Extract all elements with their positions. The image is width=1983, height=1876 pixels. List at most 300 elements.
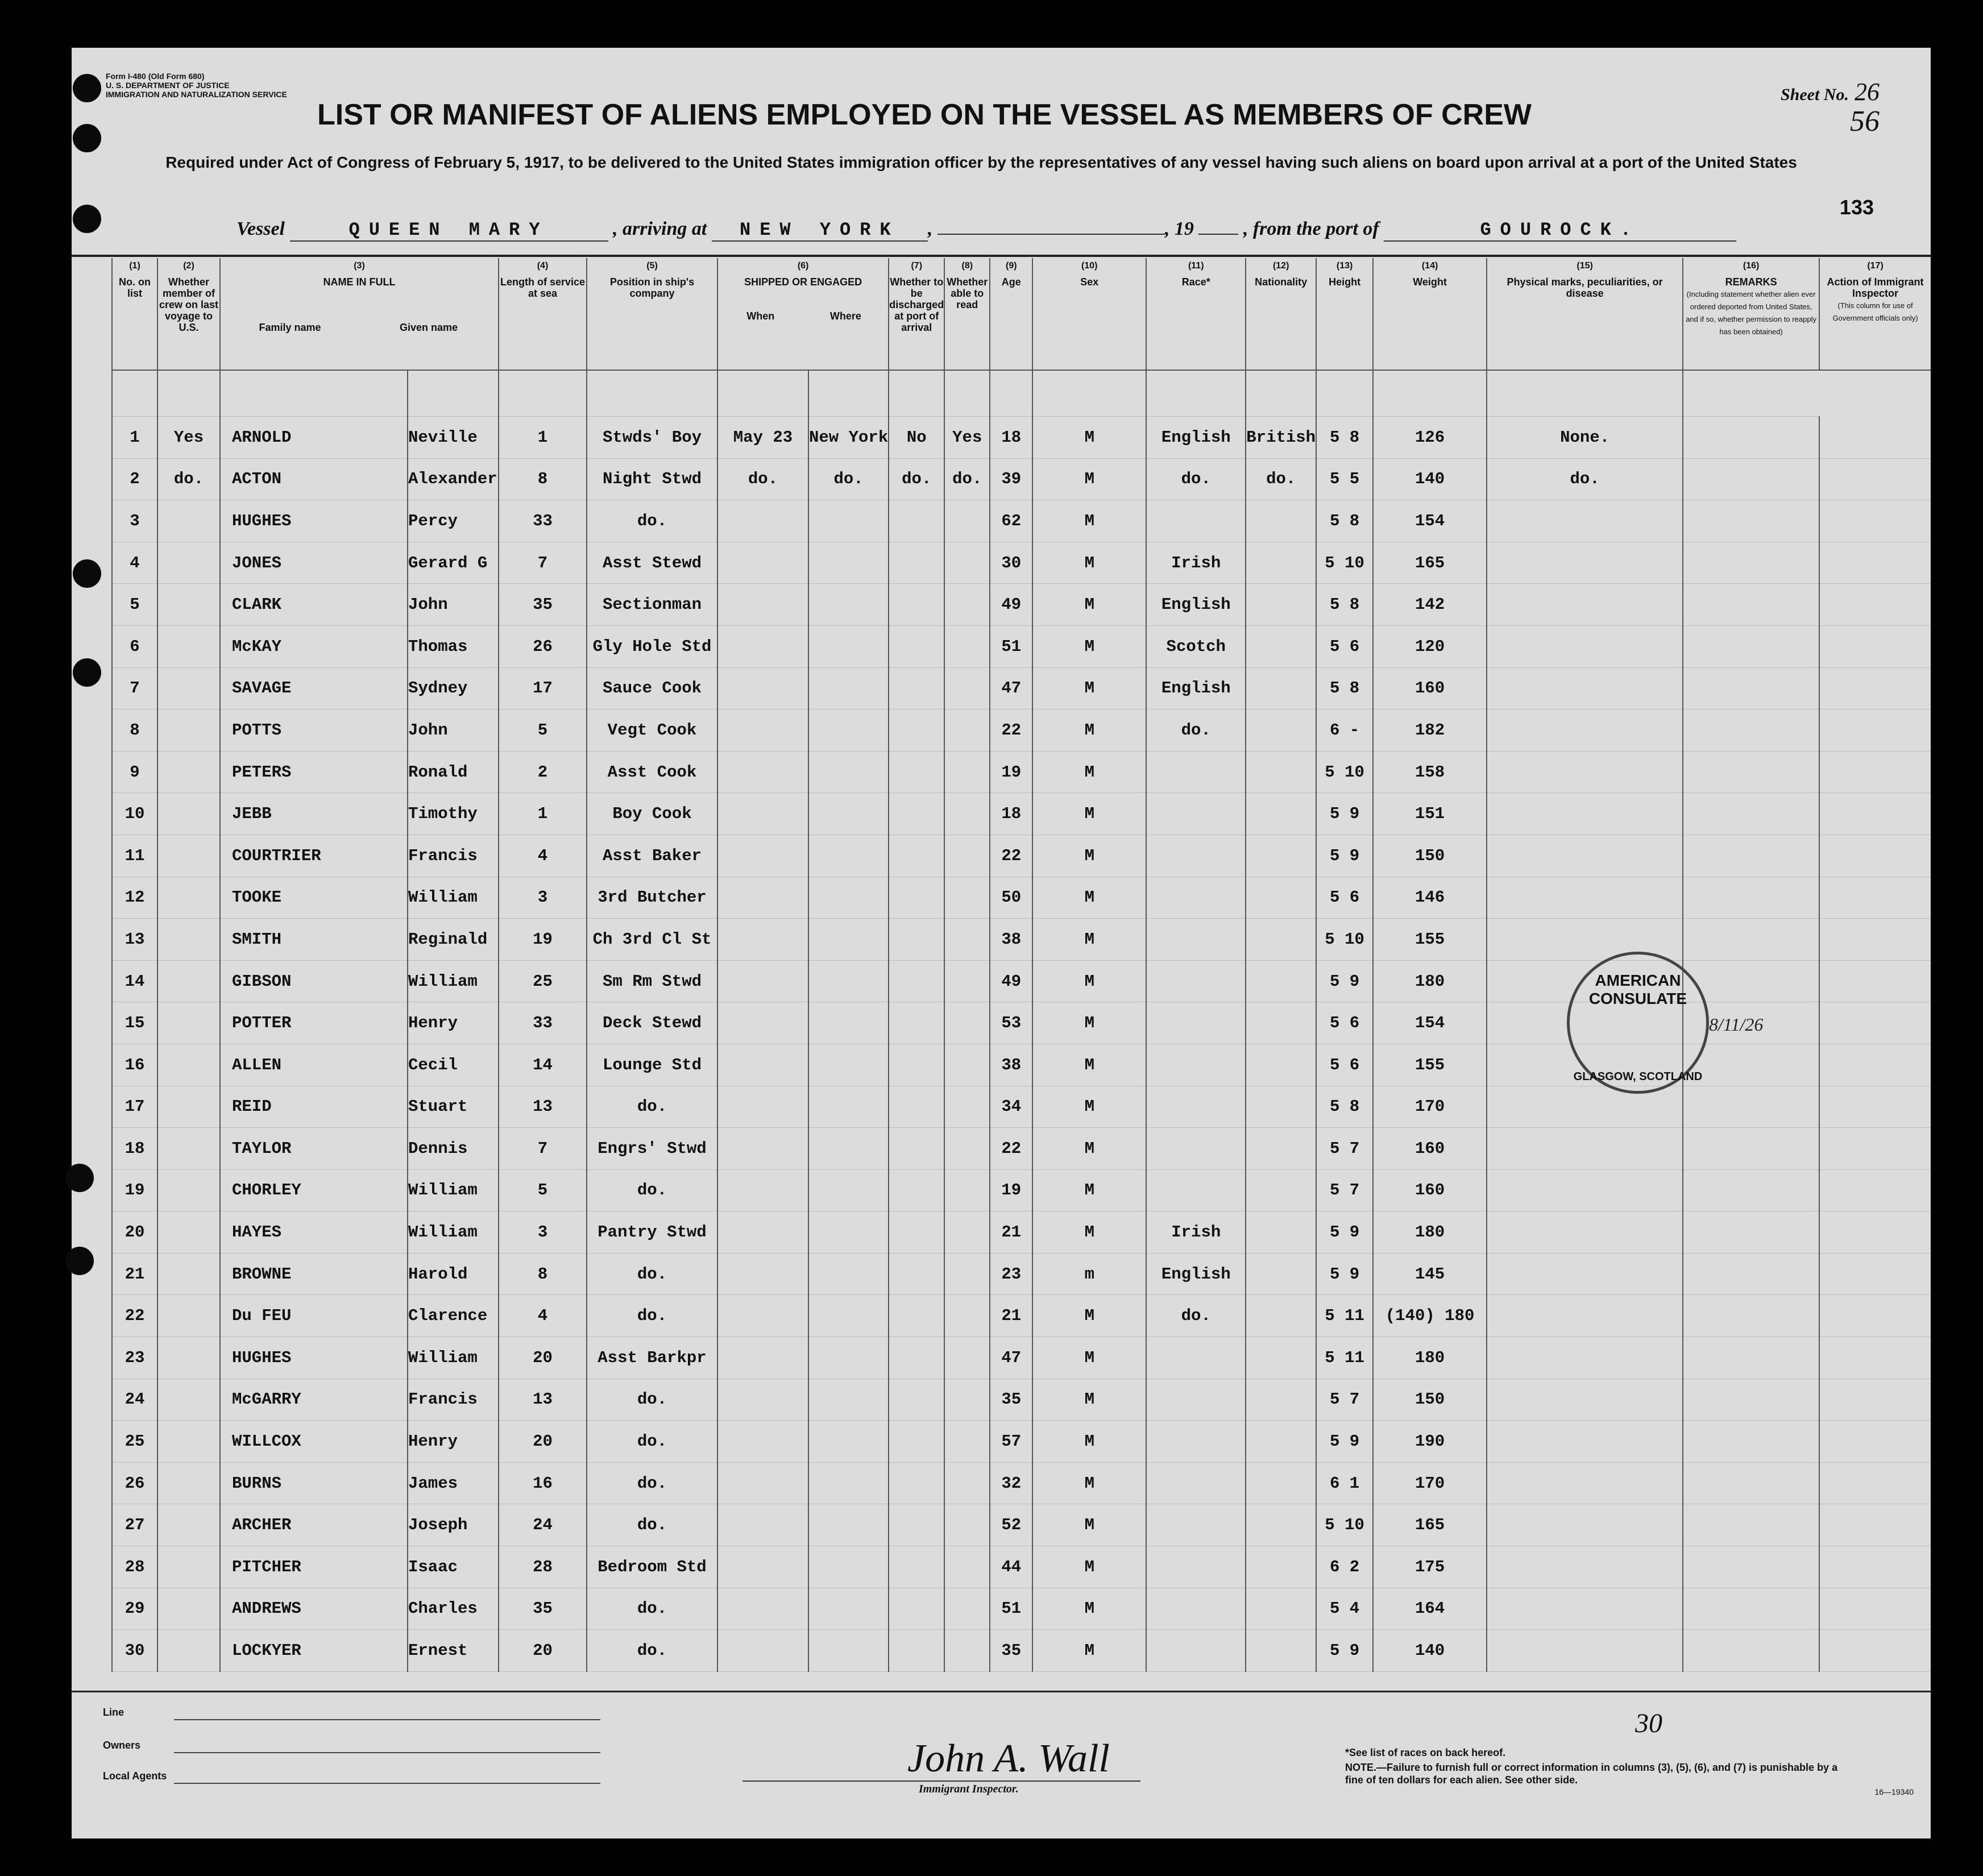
sex: M — [1032, 1086, 1146, 1128]
given-name: William — [408, 1337, 499, 1379]
shipped-where — [808, 1421, 889, 1463]
race: Irish — [1146, 1211, 1246, 1254]
sex: M — [1032, 1462, 1146, 1504]
year-blank — [1198, 234, 1238, 235]
race: English — [1146, 584, 1246, 626]
table-row — [112, 500, 1931, 542]
consulate-stamp: AMERICAN CONSULATE GLASGOW, SCOTLAND — [1567, 952, 1709, 1094]
discharged — [889, 1421, 944, 1463]
physical-marks — [1487, 877, 1683, 919]
family-name: JONES — [220, 542, 408, 584]
length-of-service: 33 — [499, 1002, 587, 1044]
position: Pantry Stwd — [587, 1211, 717, 1254]
crew-last-voyage — [157, 1253, 220, 1295]
inspector-action-cell — [1819, 1295, 1931, 1337]
able-to-read — [944, 1211, 990, 1254]
weight: 155 — [1373, 1044, 1487, 1086]
shipped-when — [717, 919, 808, 961]
sex: M — [1032, 1337, 1146, 1379]
nationality — [1246, 1044, 1316, 1086]
family-name: ARNOLD — [220, 417, 408, 459]
age: 38 — [990, 1044, 1032, 1086]
length-of-service: 1 — [499, 417, 587, 459]
arriving-at: NEW YORK — [712, 219, 928, 242]
length-of-service: 16 — [499, 1462, 587, 1504]
handwritten-date: 8/11/26 — [1709, 1014, 1764, 1035]
height: 5 9 — [1316, 1211, 1373, 1254]
shipped-when — [717, 667, 808, 709]
local-agents-label: Local Agents — [103, 1770, 167, 1782]
punch-hole — [73, 559, 101, 588]
table-row — [112, 584, 1931, 626]
height: 5 6 — [1316, 1044, 1373, 1086]
height: 5 8 — [1316, 1086, 1373, 1128]
race — [1146, 793, 1246, 835]
race — [1146, 1379, 1246, 1421]
shipped-where — [808, 1462, 889, 1504]
physical-marks: None. — [1487, 417, 1683, 459]
race — [1146, 1044, 1246, 1086]
punch-hole — [65, 1164, 94, 1192]
remarks-cell — [1683, 1546, 1819, 1588]
table-row — [112, 1211, 1931, 1254]
family-name: PETERS — [220, 751, 408, 793]
crew-last-voyage — [157, 793, 220, 835]
weight: 150 — [1373, 1379, 1487, 1421]
given-name: John — [408, 709, 499, 752]
remarks-cell — [1683, 1379, 1819, 1421]
inspector-action-cell — [1819, 1128, 1931, 1170]
sex: M — [1032, 1421, 1146, 1463]
shipped-where — [808, 1128, 889, 1170]
inspector-action-cell — [1819, 709, 1931, 752]
row-number: 17 — [112, 1086, 157, 1128]
crew-last-voyage — [157, 1504, 220, 1546]
sex: m — [1032, 1253, 1146, 1295]
remarks-cell — [1683, 835, 1819, 877]
nationality — [1246, 1462, 1316, 1504]
col-crew-last-voyage: (2) Whether member of crew on last voyage to U.S. — [157, 258, 220, 370]
able-to-read — [944, 1169, 990, 1211]
age: 34 — [990, 1086, 1032, 1128]
able-to-read — [944, 500, 990, 542]
race — [1146, 1128, 1246, 1170]
nationality — [1246, 960, 1316, 1002]
manifest-subtitle: Required under Act of Congress of February 5, 1917, to be delivered to the United States immigration officer by the representatives of any vessel having such aliens on board upon arrival at a port of the United States — [165, 153, 1797, 171]
shipped-when — [717, 1421, 808, 1463]
given-name: Alexander — [408, 458, 499, 500]
table-row — [112, 835, 1931, 877]
position: 3rd Butcher — [587, 877, 717, 919]
table-row — [112, 625, 1931, 667]
weight: 180 — [1373, 960, 1487, 1002]
physical-marks: do. — [1487, 458, 1683, 500]
inspector-action-cell — [1819, 877, 1931, 919]
physical-marks — [1487, 1169, 1683, 1211]
age: 22 — [990, 835, 1032, 877]
shipped-when — [717, 1337, 808, 1379]
position: Boy Cook — [587, 793, 717, 835]
age: 30 — [990, 542, 1032, 584]
sex: M — [1032, 1044, 1146, 1086]
nationality: do. — [1246, 458, 1316, 500]
weight: 126 — [1373, 417, 1487, 459]
given-name: Isaac — [408, 1546, 499, 1588]
remarks-cell — [1683, 542, 1819, 584]
physical-marks — [1487, 1379, 1683, 1421]
given-name: Cecil — [408, 1044, 499, 1086]
shipped-where — [808, 500, 889, 542]
row-number: 10 — [112, 793, 157, 835]
shipped-when — [717, 709, 808, 752]
nationality — [1246, 500, 1316, 542]
shipped-where — [808, 1504, 889, 1546]
physical-marks — [1487, 1588, 1683, 1630]
discharged — [889, 1295, 944, 1337]
shipped-when — [717, 1044, 808, 1086]
position: do. — [587, 1086, 717, 1128]
position: Sectionman — [587, 584, 717, 626]
row-number: 6 — [112, 625, 157, 667]
row-number: 4 — [112, 542, 157, 584]
remarks-cell — [1683, 1128, 1819, 1170]
able-to-read — [944, 1462, 990, 1504]
col-service: (4) Length of service at sea — [499, 258, 587, 370]
family-name: HUGHES — [220, 1337, 408, 1379]
sex: M — [1032, 919, 1146, 961]
race — [1146, 1630, 1246, 1672]
height: 5 8 — [1316, 584, 1373, 626]
remarks-cell — [1683, 709, 1819, 752]
row-number: 15 — [112, 1002, 157, 1044]
weight: 170 — [1373, 1086, 1487, 1128]
shipped-where — [808, 919, 889, 961]
age: 21 — [990, 1295, 1032, 1337]
nationality — [1246, 625, 1316, 667]
length-of-service: 17 — [499, 667, 587, 709]
col-position: (5) Position in ship's company — [587, 258, 717, 370]
crew-last-voyage — [157, 1044, 220, 1086]
weight: 170 — [1373, 1462, 1487, 1504]
shipped-when — [717, 625, 808, 667]
physical-marks — [1487, 835, 1683, 877]
inspector-action-cell — [1819, 1546, 1931, 1588]
shipped-when — [717, 1630, 808, 1672]
inspector-action-cell — [1819, 1630, 1931, 1672]
race: Scotch — [1146, 625, 1246, 667]
punch-hole — [65, 1247, 94, 1275]
crew-last-voyage — [157, 1337, 220, 1379]
given-name: Gerard G — [408, 542, 499, 584]
length-of-service: 28 — [499, 1546, 587, 1588]
line-blank — [174, 1719, 600, 1720]
length-of-service: 35 — [499, 1588, 587, 1630]
length-of-service: 3 — [499, 1211, 587, 1254]
family-name: BROWNE — [220, 1253, 408, 1295]
height: 5 7 — [1316, 1379, 1373, 1421]
punch-hole — [73, 658, 101, 687]
crew-last-voyage — [157, 1295, 220, 1337]
age: 50 — [990, 877, 1032, 919]
physical-marks — [1487, 542, 1683, 584]
position: Asst Cook — [587, 751, 717, 793]
shipped-where — [808, 877, 889, 919]
weight: 165 — [1373, 1504, 1487, 1546]
age: 19 — [990, 751, 1032, 793]
remarks-cell — [1683, 458, 1819, 500]
given-name: Joseph — [408, 1504, 499, 1546]
weight: 146 — [1373, 877, 1487, 919]
shipped-when — [717, 1086, 808, 1128]
height: 5 10 — [1316, 919, 1373, 961]
race — [1146, 835, 1246, 877]
crew-last-voyage — [157, 1588, 220, 1630]
age: 21 — [990, 1211, 1032, 1254]
length-of-service: 33 — [499, 500, 587, 542]
nationality — [1246, 584, 1316, 626]
able-to-read — [944, 1588, 990, 1630]
physical-marks — [1487, 500, 1683, 542]
age: 51 — [990, 1588, 1032, 1630]
row-number: 27 — [112, 1504, 157, 1546]
shipped-when — [717, 835, 808, 877]
height: 5 9 — [1316, 1253, 1373, 1295]
col-race: (11) Race* — [1146, 258, 1246, 370]
remarks-cell — [1683, 751, 1819, 793]
remarks-cell — [1683, 1295, 1819, 1337]
weight: 140 — [1373, 458, 1487, 500]
length-of-service: 7 — [499, 542, 587, 584]
row-number: 3 — [112, 500, 157, 542]
table-row — [112, 1337, 1931, 1379]
height: 5 9 — [1316, 793, 1373, 835]
length-of-service: 2 — [499, 751, 587, 793]
line-label: Line — [103, 1707, 125, 1718]
inspector-action-cell — [1819, 1086, 1931, 1128]
row-number: 5 — [112, 584, 157, 626]
weight: 160 — [1373, 1128, 1487, 1170]
shipped-when — [717, 1253, 808, 1295]
nationality — [1246, 1379, 1316, 1421]
length-of-service: 4 — [499, 835, 587, 877]
row-number: 25 — [112, 1421, 157, 1463]
crew-last-voyage — [157, 542, 220, 584]
shipped-when — [717, 542, 808, 584]
table-row — [112, 877, 1931, 919]
nationality — [1246, 1546, 1316, 1588]
physical-marks — [1487, 1128, 1683, 1170]
sex: M — [1032, 667, 1146, 709]
weight: 164 — [1373, 1588, 1487, 1630]
given-name: James — [408, 1462, 499, 1504]
table-row — [112, 1295, 1931, 1337]
remarks-cell — [1683, 1588, 1819, 1630]
length-of-service: 20 — [499, 1337, 587, 1379]
able-to-read — [944, 919, 990, 961]
weight: 175 — [1373, 1546, 1487, 1588]
family-name: HAYES — [220, 1211, 408, 1254]
weight: 155 — [1373, 919, 1487, 961]
able-to-read — [944, 709, 990, 752]
height: 5 9 — [1316, 1630, 1373, 1672]
shipped-where — [808, 1044, 889, 1086]
physical-marks — [1487, 1086, 1683, 1128]
col-age: (9) Age — [990, 258, 1032, 370]
sex: M — [1032, 1169, 1146, 1211]
family-name: PITCHER — [220, 1546, 408, 1588]
col-remarks: (16) REMARKS (Including statement whether alien ever ordered deported from United States, and if so, whether permission to reapply has been obtained) — [1683, 258, 1819, 370]
position: Engrs' Stwd — [587, 1128, 717, 1170]
table-row — [112, 793, 1931, 835]
sex: M — [1032, 584, 1146, 626]
physical-marks — [1487, 1421, 1683, 1463]
crew-last-voyage — [157, 1211, 220, 1254]
remarks-cell — [1683, 1253, 1819, 1295]
inspector-action-cell — [1819, 751, 1931, 793]
height: 5 8 — [1316, 500, 1373, 542]
height: 5 10 — [1316, 751, 1373, 793]
weight: 165 — [1373, 542, 1487, 584]
age: 44 — [990, 1546, 1032, 1588]
position: Asst Stewd — [587, 542, 717, 584]
family-name: POTTER — [220, 1002, 408, 1044]
remarks-cell — [1683, 625, 1819, 667]
discharged — [889, 500, 944, 542]
family-name: Du FEU — [220, 1295, 408, 1337]
remarks-cell — [1683, 1630, 1819, 1672]
remarks-cell — [1683, 1462, 1819, 1504]
col-nationality: (12) Nationality — [1246, 258, 1316, 370]
sex: M — [1032, 835, 1146, 877]
age: 57 — [990, 1421, 1032, 1463]
able-to-read — [944, 1253, 990, 1295]
punch-hole — [73, 74, 101, 102]
given-name: William — [408, 877, 499, 919]
given-name: John — [408, 584, 499, 626]
discharged: No — [889, 417, 944, 459]
position: Asst Barkpr — [587, 1337, 717, 1379]
able-to-read — [944, 584, 990, 626]
header-rule — [72, 255, 1931, 257]
position: do. — [587, 1253, 717, 1295]
nationality — [1246, 1295, 1316, 1337]
race: do. — [1146, 458, 1246, 500]
inspector-action-cell — [1819, 667, 1931, 709]
shipped-when — [717, 1504, 808, 1546]
manifest-sheet — [72, 48, 1931, 1838]
shipped-when — [717, 1588, 808, 1630]
remarks-cell — [1683, 1211, 1819, 1254]
length-of-service: 1 — [499, 793, 587, 835]
col-name: (3) NAME IN FULL Family name Given name — [220, 258, 499, 370]
inspector-action-cell — [1819, 1421, 1931, 1463]
row-number: 2 — [112, 458, 157, 500]
nationality — [1246, 1253, 1316, 1295]
remarks-cell — [1683, 584, 1819, 626]
age: 51 — [990, 625, 1032, 667]
weight: 145 — [1373, 1253, 1487, 1295]
family-name: McKAY — [220, 625, 408, 667]
row-number: 9 — [112, 751, 157, 793]
discharged — [889, 1169, 944, 1211]
remarks-cell — [1683, 793, 1819, 835]
row-number: 23 — [112, 1337, 157, 1379]
sex: M — [1032, 1295, 1146, 1337]
discharged — [889, 709, 944, 752]
shipped-where — [808, 1295, 889, 1337]
able-to-read — [944, 1379, 990, 1421]
sex: M — [1032, 625, 1146, 667]
table-row — [112, 1253, 1931, 1295]
given-name: Harold — [408, 1253, 499, 1295]
age: 53 — [990, 1002, 1032, 1044]
row-number: 21 — [112, 1253, 157, 1295]
row-number: 30 — [112, 1630, 157, 1672]
page-number: 133 — [1839, 196, 1874, 219]
family-name: BURNS — [220, 1462, 408, 1504]
position: Deck Stewd — [587, 1002, 717, 1044]
position: Vegt Cook — [587, 709, 717, 752]
age: 18 — [990, 417, 1032, 459]
punch-hole — [73, 124, 101, 152]
inspector-action-cell — [1819, 1169, 1931, 1211]
crew-last-voyage — [157, 1546, 220, 1588]
inspector-action-cell — [1819, 1253, 1931, 1295]
row-number: 14 — [112, 960, 157, 1002]
shipped-when — [717, 1295, 808, 1337]
able-to-read — [944, 1086, 990, 1128]
shipped-where — [808, 1002, 889, 1044]
position: do. — [587, 1504, 717, 1546]
inspector-action-cell — [1819, 793, 1931, 835]
age: 22 — [990, 709, 1032, 752]
remarks-cell — [1683, 417, 1819, 459]
sex: M — [1032, 458, 1146, 500]
sex: M — [1032, 1128, 1146, 1170]
length-of-service: 8 — [499, 1253, 587, 1295]
able-to-read — [944, 542, 990, 584]
weight: 160 — [1373, 1169, 1487, 1211]
family-name: TAYLOR — [220, 1128, 408, 1170]
length-of-service: 20 — [499, 1421, 587, 1463]
discharged — [889, 1504, 944, 1546]
physical-marks — [1487, 751, 1683, 793]
family-name: SAVAGE — [220, 667, 408, 709]
discharged — [889, 667, 944, 709]
length-of-service: 24 — [499, 1504, 587, 1546]
owners-label: Owners — [103, 1740, 141, 1751]
weight: (140) 180 — [1373, 1295, 1487, 1337]
age: 32 — [990, 1462, 1032, 1504]
shipped-where — [808, 1169, 889, 1211]
position: Night Stwd — [587, 458, 717, 500]
height: 5 10 — [1316, 542, 1373, 584]
row-number: 12 — [112, 877, 157, 919]
height: 5 6 — [1316, 625, 1373, 667]
inspector-action-cell — [1819, 1044, 1931, 1086]
position: Gly Hole Std — [587, 625, 717, 667]
table-row — [112, 1169, 1931, 1211]
height: 6 2 — [1316, 1546, 1373, 1588]
row-number: 18 — [112, 1128, 157, 1170]
given-name: Charles — [408, 1588, 499, 1630]
table-row — [112, 1421, 1931, 1463]
age: 23 — [990, 1253, 1032, 1295]
signature-line — [742, 1780, 1140, 1782]
given-name: Reginald — [408, 919, 499, 961]
race: do. — [1146, 709, 1246, 752]
row-number: 26 — [112, 1462, 157, 1504]
